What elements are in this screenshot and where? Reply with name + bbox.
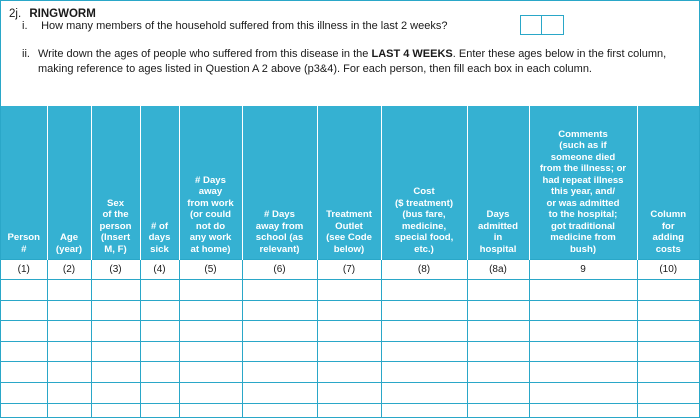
entry-cell[interactable] bbox=[529, 300, 637, 321]
entry-cell[interactable] bbox=[242, 362, 317, 383]
entry-cell[interactable] bbox=[47, 300, 91, 321]
entry-cell[interactable] bbox=[140, 300, 179, 321]
entry-cell[interactable] bbox=[529, 321, 637, 342]
entry-cell[interactable] bbox=[637, 362, 699, 383]
question-i bbox=[22, 20, 447, 32]
entry-cell[interactable] bbox=[140, 321, 179, 342]
entry-cell[interactable] bbox=[47, 280, 91, 301]
column-number: (8) bbox=[381, 260, 467, 280]
entry-row bbox=[1, 321, 699, 342]
column-number: (1) bbox=[1, 260, 47, 280]
entry-cell[interactable] bbox=[637, 403, 699, 418]
member-count-boxes bbox=[520, 15, 566, 35]
entry-cell[interactable] bbox=[467, 403, 529, 418]
column-number: (8a) bbox=[467, 260, 529, 280]
entry-cell[interactable] bbox=[242, 382, 317, 403]
entry-cell[interactable] bbox=[637, 300, 699, 321]
header-row bbox=[1, 106, 699, 260]
question-ii-numeral: ii. bbox=[22, 48, 30, 60]
entry-cell[interactable] bbox=[140, 382, 179, 403]
entry-cell[interactable] bbox=[529, 362, 637, 383]
question-i-numeral: i. bbox=[22, 20, 28, 32]
header-person: Person # bbox=[1, 106, 47, 260]
header-comments: Comments (such as if someone died from the illness; or had repeat illness this year, and/ or was admitted to the hospital; got traditional medicine from bush) bbox=[529, 106, 637, 260]
header-treatment-outlet: Treatment Outlet (see Code below) bbox=[317, 106, 381, 260]
entry-cell[interactable] bbox=[91, 300, 140, 321]
entry-cell[interactable] bbox=[381, 321, 467, 342]
entry-cell[interactable] bbox=[317, 382, 381, 403]
member-count-box-1[interactable] bbox=[520, 15, 542, 35]
entry-cell[interactable] bbox=[91, 382, 140, 403]
entry-cell[interactable] bbox=[91, 341, 140, 362]
entry-cell[interactable] bbox=[467, 362, 529, 383]
entry-cell[interactable] bbox=[381, 362, 467, 383]
entry-cell[interactable] bbox=[91, 362, 140, 383]
entry-cell[interactable] bbox=[317, 300, 381, 321]
question-i-text: How many members of the household suffered from this illness in the last 2 weeks? bbox=[41, 20, 448, 32]
entry-cell[interactable] bbox=[179, 403, 242, 418]
entry-cell[interactable] bbox=[317, 403, 381, 418]
entry-cell[interactable] bbox=[381, 341, 467, 362]
entry-cell[interactable] bbox=[179, 341, 242, 362]
entry-cell[interactable] bbox=[179, 382, 242, 403]
entry-cell[interactable] bbox=[637, 321, 699, 342]
entry-cell[interactable] bbox=[91, 321, 140, 342]
entry-cell[interactable] bbox=[467, 341, 529, 362]
entry-cell[interactable] bbox=[1, 362, 47, 383]
column-number: (4) bbox=[140, 260, 179, 280]
entry-cell[interactable] bbox=[179, 321, 242, 342]
entry-cell[interactable] bbox=[381, 280, 467, 301]
entry-cell[interactable] bbox=[467, 300, 529, 321]
entry-cell[interactable] bbox=[242, 321, 317, 342]
entry-cell[interactable] bbox=[47, 403, 91, 418]
header-age: Age (year) bbox=[47, 106, 91, 260]
entry-cell[interactable] bbox=[140, 280, 179, 301]
entry-cell[interactable] bbox=[381, 300, 467, 321]
column-number: 9 bbox=[529, 260, 637, 280]
entry-cell[interactable] bbox=[140, 362, 179, 383]
header-days-sick: # of days sick bbox=[140, 106, 179, 260]
header-days-away-work: # Days away from work (or could not do any work at home) bbox=[179, 106, 242, 260]
question-ii-emphasis: LAST 4 WEEKS bbox=[371, 48, 453, 60]
entry-cell[interactable] bbox=[1, 321, 47, 342]
question-ii bbox=[22, 47, 692, 77]
entry-cell[interactable] bbox=[529, 382, 637, 403]
entry-cell[interactable] bbox=[1, 280, 47, 301]
entry-cell[interactable] bbox=[317, 280, 381, 301]
entry-cell[interactable] bbox=[47, 382, 91, 403]
header-days-away-school: # Days away from school (as relevant) bbox=[242, 106, 317, 260]
header-days-hospital: Days admitted in hospital bbox=[467, 106, 529, 260]
column-number: (6) bbox=[242, 260, 317, 280]
entry-cell[interactable] bbox=[637, 341, 699, 362]
entry-cell[interactable] bbox=[1, 403, 47, 418]
entry-cell[interactable] bbox=[242, 300, 317, 321]
entry-cell[interactable] bbox=[317, 362, 381, 383]
entry-cell[interactable] bbox=[317, 321, 381, 342]
entry-row bbox=[1, 280, 699, 301]
entry-cell[interactable] bbox=[242, 280, 317, 301]
entry-row bbox=[1, 403, 699, 418]
header-cost: Cost ($ treatment) (bus fare, medicine, special food, etc.) bbox=[381, 106, 467, 260]
entry-cell[interactable] bbox=[529, 403, 637, 418]
entry-cell[interactable] bbox=[179, 300, 242, 321]
entry-cell[interactable] bbox=[1, 341, 47, 362]
entry-cell[interactable] bbox=[179, 280, 242, 301]
column-number: (2) bbox=[47, 260, 91, 280]
question-ii-text bbox=[38, 47, 692, 77]
entry-cell[interactable] bbox=[467, 280, 529, 301]
entry-cell[interactable] bbox=[467, 382, 529, 403]
entry-cell[interactable] bbox=[317, 341, 381, 362]
column-number: (7) bbox=[317, 260, 381, 280]
question-ii-text-end: . Enter these ages below in the first column, making reference to ages listed in Question A 2 above (p3&4). For each person, then fill each box in each column. bbox=[38, 48, 667, 75]
entry-row bbox=[1, 341, 699, 362]
entry-cell[interactable] bbox=[47, 341, 91, 362]
entry-cell[interactable] bbox=[179, 362, 242, 383]
header-sex: Sex of the person (Insert M, F) bbox=[91, 106, 140, 260]
entry-cell[interactable] bbox=[140, 403, 179, 418]
column-number-row bbox=[1, 260, 699, 280]
entry-cell[interactable] bbox=[242, 341, 317, 362]
entry-cell[interactable] bbox=[140, 341, 179, 362]
member-count-box-2[interactable] bbox=[542, 15, 564, 35]
entry-cell[interactable] bbox=[91, 280, 140, 301]
entry-cell[interactable] bbox=[47, 321, 91, 342]
entry-cell[interactable] bbox=[529, 280, 637, 301]
header-adding-costs: Column for adding costs bbox=[637, 106, 699, 260]
entry-cell[interactable] bbox=[381, 403, 467, 418]
entry-row bbox=[1, 362, 699, 383]
entry-cell[interactable] bbox=[47, 362, 91, 383]
entry-cell[interactable] bbox=[91, 403, 140, 418]
entry-cell[interactable] bbox=[1, 300, 47, 321]
entry-cell[interactable] bbox=[529, 341, 637, 362]
ringworm-table bbox=[1, 106, 699, 418]
section-number: 2j. bbox=[9, 8, 22, 20]
entry-cell[interactable] bbox=[637, 382, 699, 403]
entry-row bbox=[1, 382, 699, 403]
entry-cell[interactable] bbox=[242, 403, 317, 418]
question-ii-text-start: Write down the ages of people who suffered from this disease in the bbox=[38, 48, 372, 60]
entry-cell[interactable] bbox=[1, 382, 47, 403]
column-number: (3) bbox=[91, 260, 140, 280]
section-heading bbox=[9, 8, 96, 20]
column-number: (5) bbox=[179, 260, 242, 280]
section-title: RINGWORM bbox=[29, 8, 96, 20]
entry-cell[interactable] bbox=[381, 382, 467, 403]
column-number: (10) bbox=[637, 260, 699, 280]
entry-cell[interactable] bbox=[467, 321, 529, 342]
entry-cell[interactable] bbox=[637, 280, 699, 301]
entry-row bbox=[1, 300, 699, 321]
